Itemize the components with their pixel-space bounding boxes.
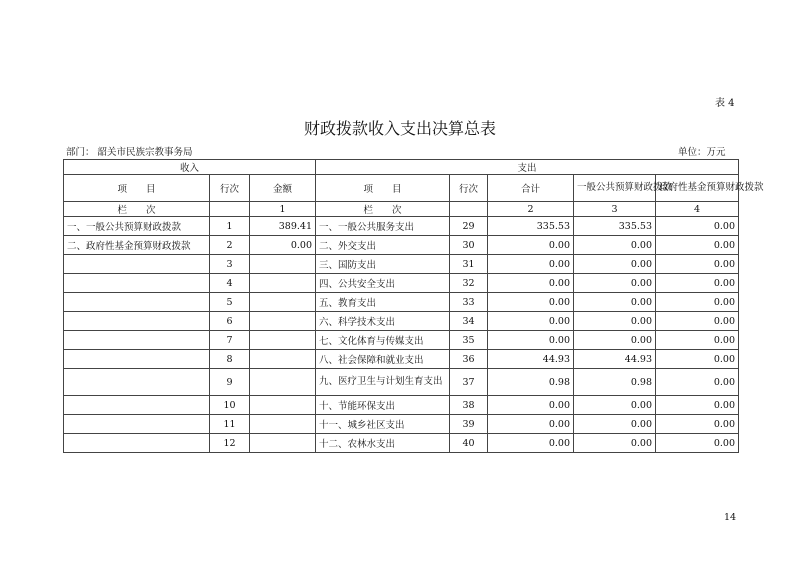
fund-budget-amount: 0.00: [656, 396, 739, 415]
fund-budget-amount: 0.00: [656, 415, 739, 434]
table-row: [64, 350, 739, 369]
expense-line: 39: [450, 415, 488, 434]
income-amount: [250, 434, 316, 453]
income-item: [64, 369, 210, 396]
lanci-income: 栏 次: [64, 202, 210, 217]
income-item: [64, 312, 210, 331]
table-row: [64, 331, 739, 350]
income-line: 7: [210, 331, 250, 350]
general-budget-amount: 0.00: [574, 255, 656, 274]
expense-line: 29: [450, 217, 488, 236]
section-income: 收入: [64, 160, 316, 175]
expense-item: 二、外交支出: [316, 236, 450, 255]
income-line: 12: [210, 434, 250, 453]
page-number: 14: [724, 512, 737, 523]
col-fund: 政府性基金预算财政拨款: [656, 175, 739, 202]
total-amount: 0.98: [488, 369, 574, 396]
total-amount: 0.00: [488, 396, 574, 415]
expense-item: 七、文化体育与传媒支出: [316, 331, 450, 350]
expense-line: 36: [450, 350, 488, 369]
income-amount: [250, 312, 316, 331]
lanci-blank: [450, 202, 488, 217]
income-item: [64, 396, 210, 415]
fund-budget-amount: 0.00: [656, 274, 739, 293]
expense-item: 三、国防支出: [316, 255, 450, 274]
table-row: [64, 255, 739, 274]
fund-budget-amount: 0.00: [656, 331, 739, 350]
fund-budget-amount: 0.00: [656, 293, 739, 312]
expense-line: 34: [450, 312, 488, 331]
general-budget-amount: 0.00: [574, 434, 656, 453]
col-item-expense: 项 目: [316, 175, 450, 202]
table-row: [64, 293, 739, 312]
total-amount: 0.00: [488, 331, 574, 350]
table-row: [64, 236, 739, 255]
section-expense: 支出: [316, 160, 739, 175]
income-line: 11: [210, 415, 250, 434]
lanci-blank: [210, 202, 250, 217]
col-general: 一般公共预算财政拨款: [574, 175, 656, 202]
expense-line: 32: [450, 274, 488, 293]
expense-line: 37: [450, 369, 488, 396]
income-line: 8: [210, 350, 250, 369]
general-budget-amount: 0.00: [574, 331, 656, 350]
income-line: 10: [210, 396, 250, 415]
income-line: 2: [210, 236, 250, 255]
fund-budget-amount: 0.00: [656, 217, 739, 236]
expense-item: 十一、城乡社区支出: [316, 415, 450, 434]
expense-item: 六、科学技术支出: [316, 312, 450, 331]
income-item: [64, 434, 210, 453]
table-row: [64, 396, 739, 415]
total-amount: 44.93: [488, 350, 574, 369]
fund-budget-amount: 0.00: [656, 255, 739, 274]
fund-budget-amount: 0.00: [656, 369, 739, 396]
expense-item: 五、教育支出: [316, 293, 450, 312]
income-amount: [250, 369, 316, 396]
lanci-idx-3: 3: [574, 202, 656, 217]
fund-budget-amount: 0.00: [656, 312, 739, 331]
expense-line: 30: [450, 236, 488, 255]
page-title: 财政拨款收入支出决算总表: [303, 119, 496, 138]
expense-item: 一、一般公共服务支出: [316, 217, 450, 236]
income-amount: 389.41: [250, 217, 316, 236]
income-item: [64, 255, 210, 274]
lanci-idx-2: 2: [488, 202, 574, 217]
income-item: 一、一般公共预算财政拨款: [64, 217, 210, 236]
income-line: 6: [210, 312, 250, 331]
expense-item: 十二、农林水支出: [316, 434, 450, 453]
income-line: 5: [210, 293, 250, 312]
expense-item: 八、社会保障和就业支出: [316, 350, 450, 369]
general-budget-amount: 0.00: [574, 236, 656, 255]
total-amount: 0.00: [488, 434, 574, 453]
income-amount: [250, 274, 316, 293]
income-item: [64, 350, 210, 369]
col-line-income: 行次: [210, 175, 250, 202]
general-budget-amount: 0.00: [574, 312, 656, 331]
general-budget-amount: 0.00: [574, 293, 656, 312]
general-budget-amount: 0.00: [574, 415, 656, 434]
total-amount: 0.00: [488, 312, 574, 331]
total-amount: 335.53: [488, 217, 574, 236]
expense-item: 四、公共安全支出: [316, 274, 450, 293]
table-row: [64, 415, 739, 434]
income-amount: 0.00: [250, 236, 316, 255]
income-amount: [250, 255, 316, 274]
expense-line: 38: [450, 396, 488, 415]
income-item: [64, 293, 210, 312]
total-amount: 0.00: [488, 274, 574, 293]
income-item: 二、政府性基金预算财政拨款: [64, 236, 210, 255]
expense-line: 40: [450, 434, 488, 453]
expense-item: 九、医疗卫生与计划生育支出: [316, 369, 450, 396]
general-budget-amount: 0.98: [574, 369, 656, 396]
general-budget-amount: 44.93: [574, 350, 656, 369]
lanci-idx-4: 4: [656, 202, 739, 217]
income-item: [64, 274, 210, 293]
fund-budget-amount: 0.00: [656, 350, 739, 369]
expense-line: 35: [450, 331, 488, 350]
table-row: [64, 217, 739, 236]
budget-table: [63, 159, 764, 453]
income-amount: [250, 415, 316, 434]
general-budget-amount: 0.00: [574, 396, 656, 415]
expense-line: 33: [450, 293, 488, 312]
income-line: 1: [210, 217, 250, 236]
income-line: 4: [210, 274, 250, 293]
income-item: [64, 415, 210, 434]
income-item: [64, 331, 210, 350]
expense-item: 十、节能环保支出: [316, 396, 450, 415]
unit-label: 单位：万元: [678, 147, 726, 158]
income-line: 9: [210, 369, 250, 396]
col-line-expense: 行次: [450, 175, 488, 202]
general-budget-amount: 0.00: [574, 274, 656, 293]
total-amount: 0.00: [488, 236, 574, 255]
fund-budget-amount: 0.00: [656, 236, 739, 255]
income-amount: [250, 293, 316, 312]
lanci-expense: 栏 次: [316, 202, 450, 217]
income-amount: [250, 350, 316, 369]
table-row: [64, 434, 739, 453]
table-row: [64, 369, 739, 396]
col-amount: 金额: [250, 175, 316, 202]
income-amount: [250, 331, 316, 350]
total-amount: 0.00: [488, 255, 574, 274]
total-amount: 0.00: [488, 293, 574, 312]
lanci-idx-1: 1: [250, 202, 316, 217]
income-line: 3: [210, 255, 250, 274]
expense-line: 31: [450, 255, 488, 274]
table-row: [64, 312, 739, 331]
table-row: [64, 274, 739, 293]
col-total: 合计: [488, 175, 574, 202]
total-amount: 0.00: [488, 415, 574, 434]
table-number: 表 4: [715, 98, 735, 109]
general-budget-amount: 335.53: [574, 217, 656, 236]
income-amount: [250, 396, 316, 415]
department-label: 部门： 韶关市民族宗教事务局: [66, 147, 193, 158]
col-item-income: 项 目: [64, 175, 210, 202]
fund-budget-amount: 0.00: [656, 434, 739, 453]
